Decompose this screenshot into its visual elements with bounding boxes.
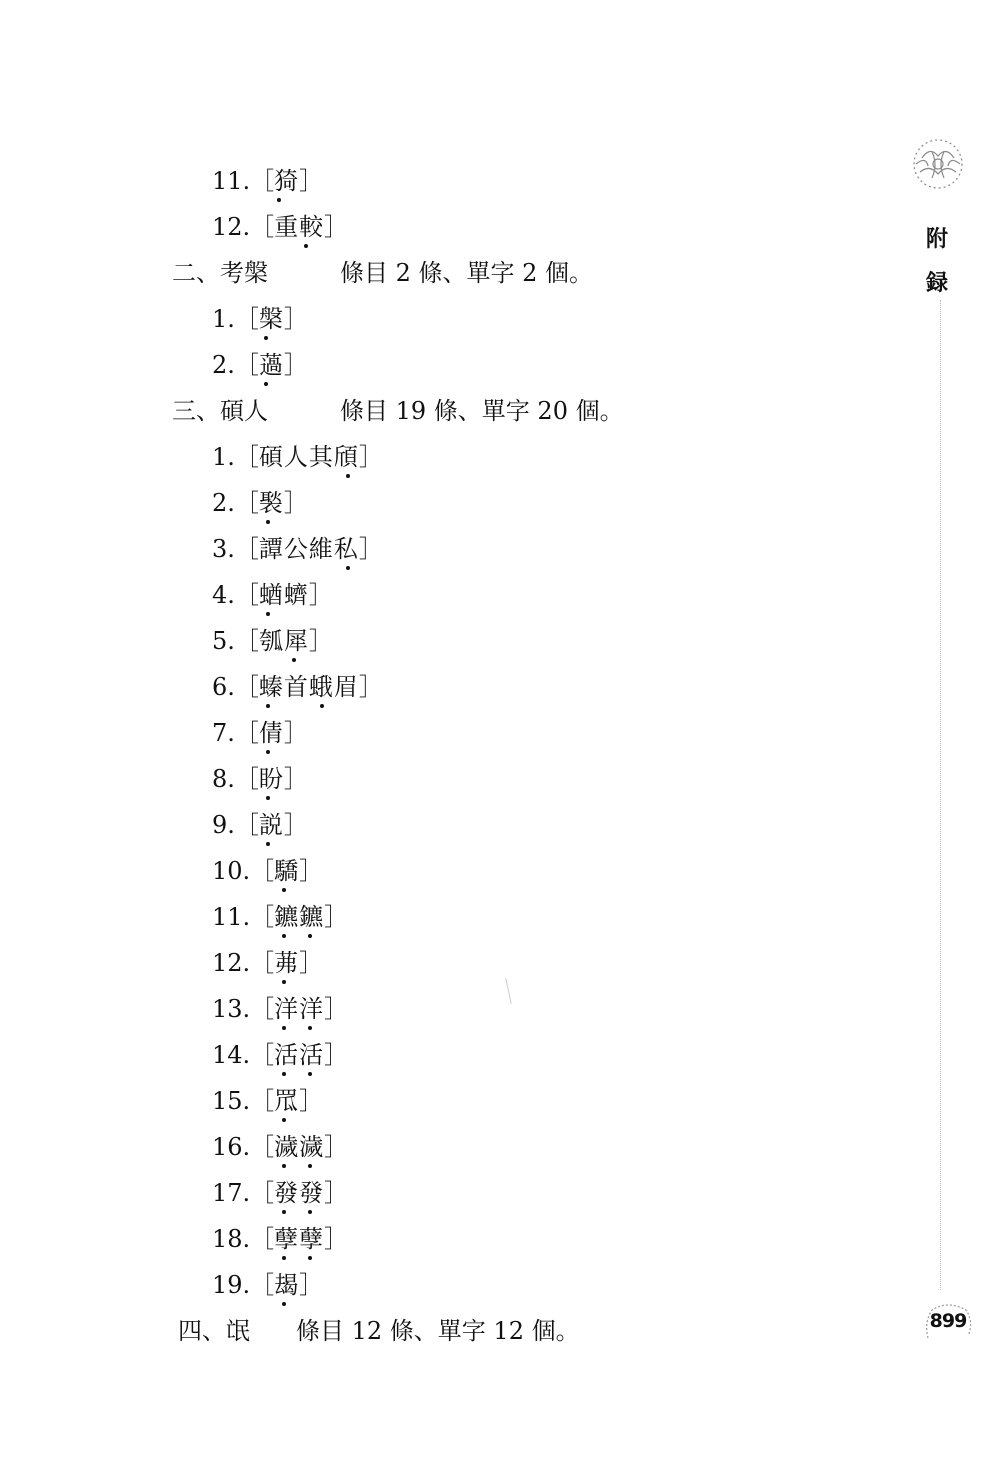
- open-bracket: ［: [234, 673, 259, 701]
- entry-term: 茀: [274, 949, 300, 977]
- list-item: [212, 1224, 348, 1254]
- entry-number: 2.: [212, 489, 235, 517]
- list-item: [212, 994, 348, 1024]
- list-item: [212, 166, 323, 196]
- entry-term: 螓首蛾眉: [258, 673, 359, 701]
- close-bracket: ］: [283, 305, 308, 333]
- open-bracket: ［: [250, 213, 275, 241]
- entry-number: 18.: [212, 1225, 251, 1253]
- emphasis-dot: [308, 1072, 312, 1076]
- close-bracket: ］: [358, 443, 383, 471]
- list-item: [212, 580, 333, 610]
- entry-term: 褧: [258, 489, 284, 517]
- entry-number: 15.: [212, 1087, 251, 1115]
- section-stat: 條目 12 條、單字 12 個。: [296, 1317, 580, 1345]
- emphasis-dot: [282, 1164, 286, 1168]
- open-bracket: ［: [250, 1225, 275, 1253]
- emphasis-dot: [277, 198, 281, 202]
- open-bracket: ［: [250, 903, 275, 931]
- list-item: [212, 1132, 348, 1162]
- close-bracket: ］: [299, 949, 324, 977]
- list-item: [212, 350, 308, 380]
- close-bracket: ］: [283, 811, 308, 839]
- emphasis-dot: [266, 520, 270, 524]
- list-item: [212, 304, 308, 334]
- list-item: [212, 718, 308, 748]
- list-item: [212, 1040, 348, 1070]
- entry-number: 10.: [212, 857, 251, 885]
- open-bracket: ［: [234, 719, 259, 747]
- emphasis-dot: [292, 658, 296, 662]
- emphasis-dot: [304, 244, 308, 248]
- emphasis-dot: [282, 980, 286, 984]
- close-bracket: ］: [299, 857, 324, 885]
- entry-number: 16.: [212, 1133, 251, 1161]
- emphasis-dot: [320, 704, 324, 708]
- list-item: [212, 488, 308, 518]
- close-bracket: ］: [324, 1133, 349, 1161]
- emphasis-dot: [346, 566, 350, 570]
- open-bracket: ［: [234, 581, 259, 609]
- entry-term: 驕: [274, 857, 300, 885]
- list-item: [212, 902, 348, 932]
- emphasis-dot: [266, 750, 270, 754]
- section-title: 考槃: [220, 259, 268, 287]
- emphasis-dot: [264, 336, 268, 340]
- close-bracket: ］: [324, 1225, 349, 1253]
- open-bracket: ［: [250, 1271, 275, 1299]
- entry-term: 瓠犀: [258, 627, 309, 655]
- emphasis-dot: [308, 934, 312, 938]
- section-title: 碩人: [220, 397, 268, 425]
- open-bracket: ［: [234, 627, 259, 655]
- list-item: [212, 1270, 323, 1300]
- entry-term: 鑣鑣: [274, 903, 325, 931]
- list-item: [212, 810, 308, 840]
- emphasis-dot: [282, 1026, 286, 1030]
- emphasis-dot: [282, 1256, 286, 1260]
- entry-term: 槃: [258, 305, 284, 333]
- list-item: [212, 212, 348, 242]
- list-item: [212, 534, 383, 564]
- emphasis-dot: [282, 934, 286, 938]
- entry-term: 孽孽: [274, 1225, 325, 1253]
- section-number: 四、: [178, 1317, 226, 1345]
- entry-number: 4.: [212, 581, 235, 609]
- entry-term: 朅: [274, 1271, 300, 1299]
- entry-number: 5.: [212, 627, 235, 655]
- page-number-badge: [922, 1302, 974, 1342]
- entry-term: 重較: [274, 213, 325, 241]
- emphasis-dot: [282, 1210, 286, 1214]
- entry-term: 譚公維私: [258, 535, 359, 563]
- list-item: [212, 1086, 323, 1116]
- list-item: [212, 1178, 348, 1208]
- entry-number: 12.: [212, 949, 251, 977]
- close-bracket: ］: [308, 627, 333, 655]
- page-number: 899: [929, 1310, 967, 1332]
- emphasis-dot: [308, 1210, 312, 1214]
- emphasis-dot: [308, 1164, 312, 1168]
- section-number: 二、: [172, 259, 220, 287]
- close-bracket: ］: [299, 1087, 324, 1115]
- emphasis-dot: [266, 842, 270, 846]
- entry-term: 罛: [274, 1087, 300, 1115]
- appendix-label-bottom: 録: [926, 270, 949, 296]
- open-bracket: ［: [250, 167, 275, 195]
- entry-number: 1.: [212, 305, 235, 333]
- close-bracket: ］: [324, 903, 349, 931]
- emphasis-dot: [282, 1072, 286, 1076]
- entry-number: 6.: [212, 673, 235, 701]
- entry-number: 19.: [212, 1271, 251, 1299]
- open-bracket: ［: [234, 305, 259, 333]
- close-bracket: ］: [283, 719, 308, 747]
- entry-number: 3.: [212, 535, 235, 563]
- entry-number: 14.: [212, 1041, 251, 1069]
- open-bracket: ［: [234, 443, 259, 471]
- entry-term: 發發: [274, 1179, 325, 1207]
- close-bracket: ］: [299, 1271, 324, 1299]
- open-bracket: ［: [250, 1087, 275, 1115]
- emphasis-dot: [266, 612, 270, 616]
- close-bracket: ］: [324, 1041, 349, 1069]
- open-bracket: ［: [250, 857, 275, 885]
- entry-number: 11.: [212, 903, 251, 931]
- entry-term: 猗: [274, 167, 300, 195]
- close-bracket: ］: [358, 535, 383, 563]
- entry-number: 11.: [212, 167, 251, 195]
- entry-term: 薖: [258, 351, 284, 379]
- open-bracket: ［: [234, 535, 259, 563]
- close-bracket: ］: [283, 489, 308, 517]
- close-bracket: ］: [299, 167, 324, 195]
- close-bracket: ］: [324, 1179, 349, 1207]
- entry-number: 9.: [212, 811, 235, 839]
- list-item: [212, 948, 323, 978]
- close-bracket: ］: [308, 581, 333, 609]
- open-bracket: ［: [250, 1179, 275, 1207]
- entry-number: 7.: [212, 719, 235, 747]
- margin-rule: [940, 300, 941, 1290]
- entry-number: 8.: [212, 765, 235, 793]
- entry-number: 1.: [212, 443, 235, 471]
- list-item: [212, 672, 383, 702]
- entry-term: 活活: [274, 1041, 325, 1069]
- entry-number: 12.: [212, 213, 251, 241]
- entry-term: 説: [258, 811, 284, 839]
- open-bracket: ［: [234, 765, 259, 793]
- emphasis-dot: [282, 1302, 286, 1306]
- entry-term: 洋洋: [274, 995, 325, 1023]
- close-bracket: ］: [283, 351, 308, 379]
- emphasis-dot: [308, 1256, 312, 1260]
- close-bracket: ］: [358, 673, 383, 701]
- section-title: 氓: [226, 1317, 250, 1345]
- section-number: 三、: [172, 397, 220, 425]
- emphasis-dot: [266, 796, 270, 800]
- section-heading: [172, 258, 593, 288]
- open-bracket: ［: [250, 1133, 275, 1161]
- open-bracket: ［: [234, 489, 259, 517]
- open-bracket: ［: [234, 351, 259, 379]
- list-item: [212, 626, 333, 656]
- emphasis-dot: [266, 704, 270, 708]
- close-bracket: ］: [324, 213, 349, 241]
- emphasis-dot: [346, 474, 350, 478]
- close-bracket: ］: [283, 765, 308, 793]
- entry-term: 倩: [258, 719, 284, 747]
- open-bracket: ［: [250, 1041, 275, 1069]
- list-item: [212, 442, 383, 472]
- section-heading: [172, 396, 624, 426]
- emphasis-dot: [308, 1026, 312, 1030]
- entry-number: 2.: [212, 351, 235, 379]
- entry-number: 17.: [212, 1179, 251, 1207]
- emphasis-dot: [282, 1118, 286, 1122]
- appendix-label-top: 附: [926, 226, 949, 252]
- floral-ornament-icon: [902, 128, 974, 200]
- open-bracket: ［: [250, 995, 275, 1023]
- list-item: [212, 764, 308, 794]
- open-bracket: ［: [234, 811, 259, 839]
- list-item: [212, 856, 323, 886]
- entry-term: 碩人其頎: [258, 443, 359, 471]
- emphasis-dot: [282, 888, 286, 892]
- section-stat: 條目 19 條、單字 20 個。: [340, 397, 624, 425]
- section-heading: [178, 1316, 580, 1346]
- entry-term: 蝤蠐: [258, 581, 309, 609]
- emphasis-dot: [264, 382, 268, 386]
- entry-term: 濊濊: [274, 1133, 325, 1161]
- close-bracket: ］: [324, 995, 349, 1023]
- entry-number: 13.: [212, 995, 251, 1023]
- entry-term: 盼: [258, 765, 284, 793]
- scan-mark: [505, 978, 511, 1004]
- section-stat: 條目 2 條、單字 2 個。: [340, 259, 594, 287]
- open-bracket: ［: [250, 949, 275, 977]
